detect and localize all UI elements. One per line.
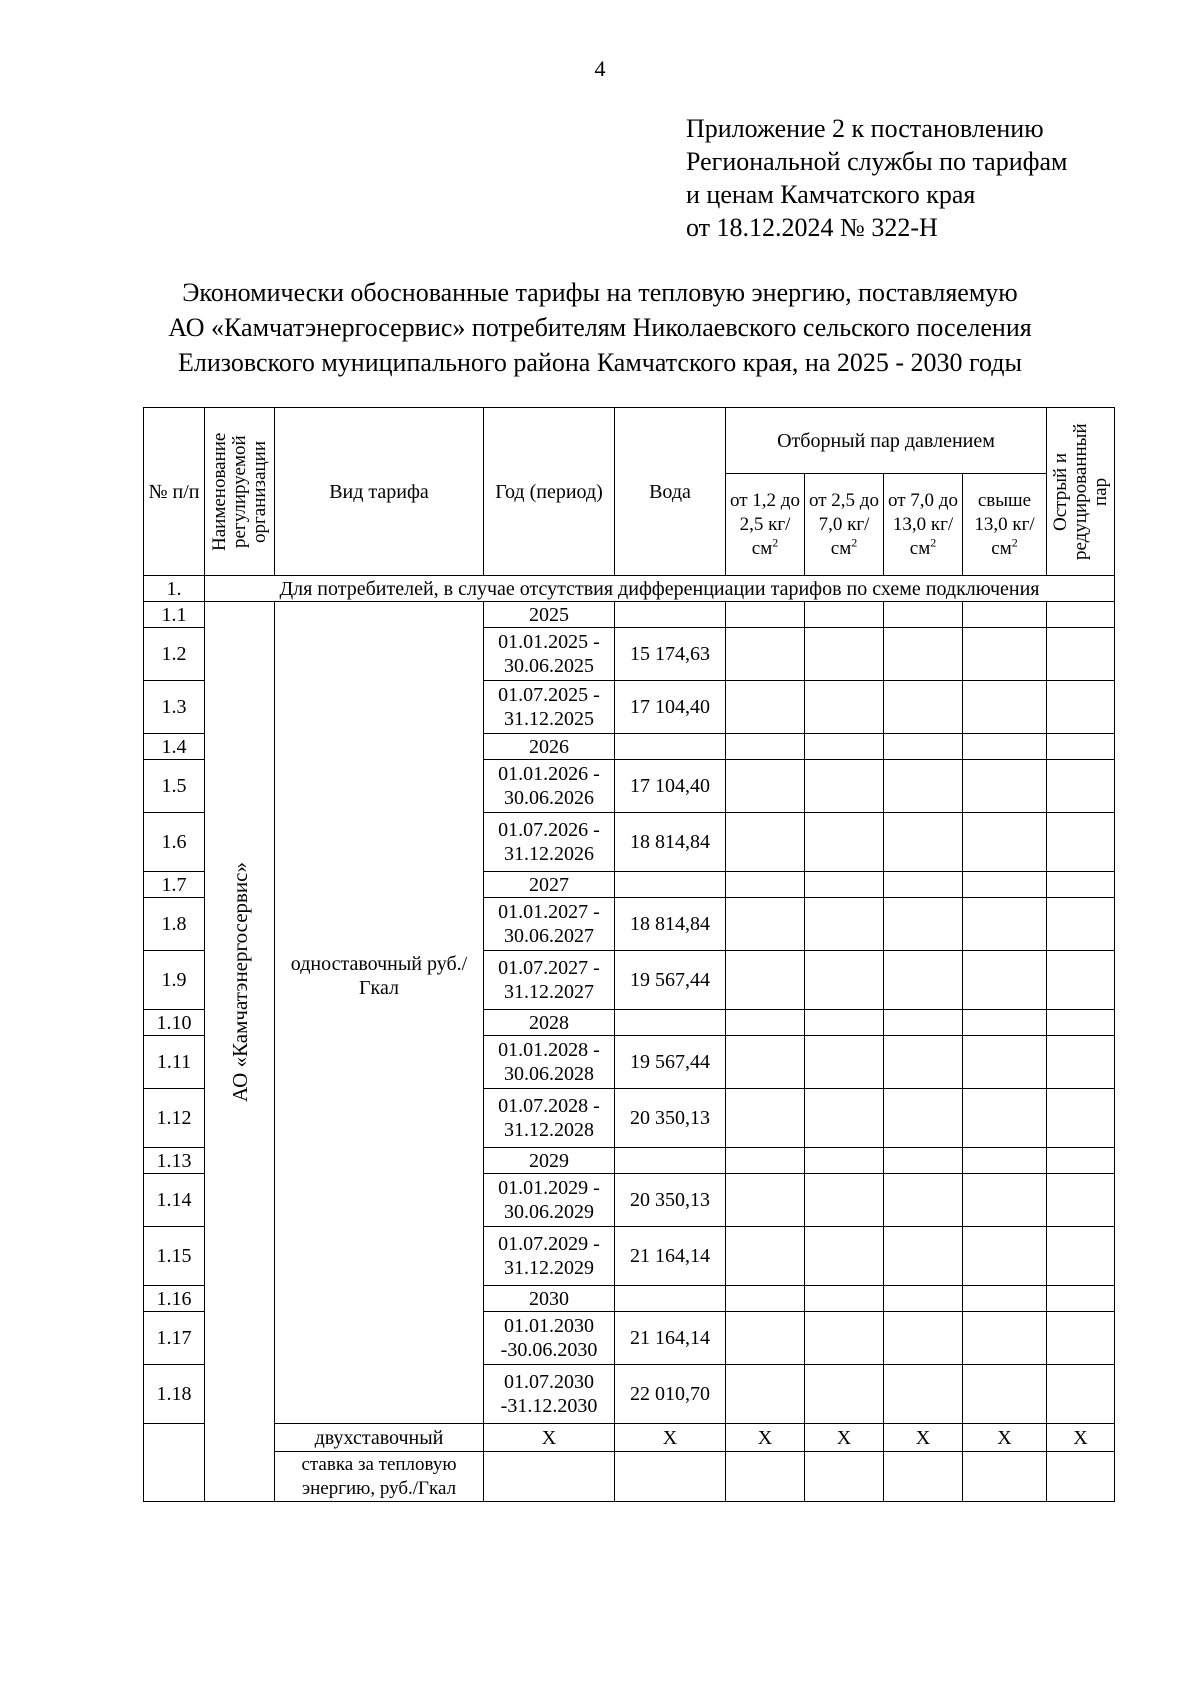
x-mark: Х — [963, 1424, 1047, 1452]
empty-cell — [884, 681, 963, 734]
row-period: 01.01.2028 - 30.06.2028 — [484, 1036, 615, 1089]
two-rate-label: двухставочный — [275, 1424, 484, 1452]
appendix-line: Приложение 2 к постановлению — [686, 114, 1044, 143]
header-steam-group: Отборный пар давлением — [726, 408, 1047, 474]
row-water: 19 567,44 — [615, 1036, 726, 1089]
row-num: 1.5 — [144, 760, 205, 813]
header-sharp-steam: Острый и редуцированный пар — [1047, 408, 1115, 576]
empty-cell — [726, 898, 805, 951]
tariffs-table — [143, 407, 1115, 1502]
empty-cell — [726, 1365, 805, 1424]
row-num: 1.14 — [144, 1174, 205, 1227]
empty-cell — [144, 1424, 205, 1502]
row-period: 2027 — [484, 872, 615, 898]
empty-cell — [963, 734, 1047, 760]
section-title: Для потребителей, в случае отсутствия дифференциации тарифов по схеме подключения — [205, 576, 1115, 602]
row-water: 18 814,84 — [615, 898, 726, 951]
section-row — [144, 576, 1115, 602]
empty-cell — [884, 760, 963, 813]
row-num: 1.4 — [144, 734, 205, 760]
empty-cell — [805, 1010, 884, 1036]
empty-cell — [963, 1312, 1047, 1365]
row-num: 1.11 — [144, 1036, 205, 1089]
empty-cell — [805, 872, 884, 898]
empty-cell — [884, 813, 963, 872]
appendix-line: и ценам Камчатского края — [686, 180, 976, 209]
row-water: 21 164,14 — [615, 1312, 726, 1365]
row-period: 01.01.2030 -30.06.2030 — [484, 1312, 615, 1365]
row-water: 20 350,13 — [615, 1089, 726, 1148]
row-period: 2028 — [484, 1010, 615, 1036]
empty-cell — [884, 1365, 963, 1424]
row-period: 01.07.2030 -31.12.2030 — [484, 1365, 615, 1424]
empty-cell — [805, 951, 884, 1010]
empty-cell — [726, 951, 805, 1010]
empty-cell — [726, 1312, 805, 1365]
empty-cell — [1047, 1036, 1115, 1089]
row-water: 19 567,44 — [615, 951, 726, 1010]
empty-cell — [963, 760, 1047, 813]
empty-cell — [884, 628, 963, 681]
empty-cell — [963, 872, 1047, 898]
empty-cell — [963, 1452, 1047, 1502]
empty-cell — [884, 1227, 963, 1286]
empty-cell — [963, 1036, 1047, 1089]
empty-cell — [1047, 1365, 1115, 1424]
header-steam-2: от 2,5 до 7,0 $кг/см^2$ — [805, 474, 884, 576]
row-num: 1.7 — [144, 872, 205, 898]
empty-cell — [805, 1227, 884, 1286]
row-period: 2029 — [484, 1148, 615, 1174]
row-period: 01.01.2029 - 30.06.2029 — [484, 1174, 615, 1227]
empty-cell — [963, 1365, 1047, 1424]
row-num: 1.6 — [144, 813, 205, 872]
empty-cell — [884, 951, 963, 1010]
empty-cell — [884, 1148, 963, 1174]
heat-rate-label: ставка за тепловую энергию, руб./Гкал — [275, 1452, 484, 1502]
appendix-line: Региональной службы по тарифам — [686, 147, 1068, 176]
row-water: 18 814,84 — [615, 813, 726, 872]
empty-cell — [805, 1089, 884, 1148]
empty-cell — [726, 602, 805, 628]
empty-cell — [726, 813, 805, 872]
empty-cell — [1047, 1312, 1115, 1365]
row-water: 21 164,14 — [615, 1227, 726, 1286]
empty-cell — [805, 1036, 884, 1089]
empty-cell — [1047, 681, 1115, 734]
row-num: 1.1 — [144, 602, 205, 628]
header-num: № п/п — [144, 408, 205, 576]
empty-cell — [726, 1452, 805, 1502]
empty-cell — [1047, 898, 1115, 951]
row-num: 1.15 — [144, 1227, 205, 1286]
empty-cell — [726, 872, 805, 898]
empty-cell — [726, 1174, 805, 1227]
row-water: 22 010,70 — [615, 1365, 726, 1424]
empty-cell — [805, 734, 884, 760]
empty-cell — [1047, 1010, 1115, 1036]
empty-cell — [963, 1089, 1047, 1148]
header-steam-4: свыше 13,0 $кг/см^2$ — [963, 474, 1047, 576]
empty-cell — [963, 951, 1047, 1010]
empty-cell — [963, 1148, 1047, 1174]
header-year: Год (период) — [484, 408, 615, 576]
header-steam-1: от 1,2 до 2,5 $кг/см^2$ — [726, 474, 805, 576]
table-row — [144, 602, 1115, 628]
row-water — [615, 602, 726, 628]
row-num: 1.18 — [144, 1365, 205, 1424]
row-period: 01.01.2025 - 30.06.2025 — [484, 628, 615, 681]
header-tariff-type: Вид тарифа — [275, 408, 484, 576]
appendix-line: от 18.12.2024 № 322-Н — [686, 213, 938, 242]
empty-cell — [884, 898, 963, 951]
empty-cell — [884, 1286, 963, 1312]
empty-cell — [805, 1312, 884, 1365]
empty-cell — [726, 1010, 805, 1036]
row-period: 01.01.2026 - 30.06.2026 — [484, 760, 615, 813]
row-water: 20 350,13 — [615, 1174, 726, 1227]
empty-cell — [726, 760, 805, 813]
empty-cell — [884, 1452, 963, 1502]
row-water — [615, 872, 726, 898]
empty-cell — [1047, 813, 1115, 872]
empty-cell — [805, 1365, 884, 1424]
x-mark: Х — [726, 1424, 805, 1452]
empty-cell — [1047, 602, 1115, 628]
header-water: Вода — [615, 408, 726, 576]
row-water: 17 104,40 — [615, 760, 726, 813]
row-period: 2026 — [484, 734, 615, 760]
empty-cell — [1047, 1452, 1115, 1502]
heat-rate-row — [144, 1452, 1115, 1502]
section-num: 1. — [144, 576, 205, 602]
x-mark: Х — [484, 1424, 615, 1452]
title-line: АО «Камчатэнергосервис» потребителям Николаевского сельского поселения — [168, 313, 1032, 342]
row-period: 01.07.2025 - 31.12.2025 — [484, 681, 615, 734]
row-water: 17 104,40 — [615, 681, 726, 734]
row-num: 1.10 — [144, 1010, 205, 1036]
row-num: 1.2 — [144, 628, 205, 681]
title-line: Елизовского муниципального района Камчатского края, на 2025 - 2030 годы — [177, 348, 1023, 377]
empty-cell — [805, 760, 884, 813]
empty-cell — [726, 1036, 805, 1089]
empty-cell — [726, 734, 805, 760]
empty-cell — [884, 1089, 963, 1148]
empty-cell — [1047, 760, 1115, 813]
empty-cell — [963, 1010, 1047, 1036]
empty-cell — [963, 813, 1047, 872]
empty-cell — [805, 1148, 884, 1174]
empty-cell — [884, 1174, 963, 1227]
empty-cell — [1047, 628, 1115, 681]
empty-cell — [805, 813, 884, 872]
row-water — [615, 1010, 726, 1036]
two-rate-row — [144, 1424, 1115, 1452]
row-water — [615, 734, 726, 760]
row-num: 1.8 — [144, 898, 205, 951]
empty-cell — [805, 898, 884, 951]
row-period: 01.07.2027 - 31.12.2027 — [484, 951, 615, 1010]
empty-cell — [805, 602, 884, 628]
empty-cell — [963, 898, 1047, 951]
empty-cell — [805, 1174, 884, 1227]
row-period: 2025 — [484, 602, 615, 628]
row-num: 1.9 — [144, 951, 205, 1010]
row-period: 01.07.2029 - 31.12.2029 — [484, 1227, 615, 1286]
empty-cell — [726, 681, 805, 734]
empty-cell — [1047, 1227, 1115, 1286]
row-period: 2030 — [484, 1286, 615, 1312]
empty-cell — [726, 1089, 805, 1148]
empty-cell — [1047, 1089, 1115, 1148]
org-name-cell: АО «Камчатэнергосервис» — [205, 602, 275, 1502]
empty-cell — [484, 1452, 615, 1502]
empty-cell — [963, 602, 1047, 628]
empty-cell — [884, 734, 963, 760]
row-num: 1.3 — [144, 681, 205, 734]
row-num: 1.12 — [144, 1089, 205, 1148]
empty-cell — [884, 872, 963, 898]
empty-cell — [1047, 872, 1115, 898]
header-row — [144, 408, 1115, 474]
empty-cell — [1047, 1174, 1115, 1227]
empty-cell — [884, 1036, 963, 1089]
header-org: Наименование регулируемой организации — [205, 408, 275, 576]
title-line: Экономически обоснованные тарифы на тепловую энергию, поставляемую — [182, 278, 1018, 307]
empty-cell — [1047, 734, 1115, 760]
empty-cell — [805, 1452, 884, 1502]
empty-cell — [1047, 1286, 1115, 1312]
row-num: 1.16 — [144, 1286, 205, 1312]
empty-cell — [963, 1286, 1047, 1312]
empty-cell — [963, 1227, 1047, 1286]
empty-cell — [1047, 951, 1115, 1010]
row-period: 01.07.2026 - 31.12.2026 — [484, 813, 615, 872]
empty-cell — [805, 1286, 884, 1312]
single-rate-cell: одноставочный руб./Гкал — [275, 602, 484, 1424]
empty-cell — [963, 681, 1047, 734]
empty-cell — [726, 1148, 805, 1174]
x-mark: Х — [615, 1424, 726, 1452]
empty-cell — [726, 1286, 805, 1312]
x-mark: Х — [805, 1424, 884, 1452]
empty-cell — [963, 1174, 1047, 1227]
row-num: 1.17 — [144, 1312, 205, 1365]
empty-cell — [884, 602, 963, 628]
empty-cell — [884, 1010, 963, 1036]
row-water — [615, 1148, 726, 1174]
empty-cell — [726, 628, 805, 681]
appendix-block — [686, 112, 1067, 244]
row-water: 15 174,63 — [615, 628, 726, 681]
row-num: 1.13 — [144, 1148, 205, 1174]
empty-cell — [726, 1227, 805, 1286]
document-title — [100, 275, 1100, 380]
empty-cell — [615, 1452, 726, 1502]
row-period: 01.07.2028 - 31.12.2028 — [484, 1089, 615, 1148]
empty-cell — [805, 681, 884, 734]
page-number: 4 — [594, 56, 606, 81]
empty-cell — [884, 1312, 963, 1365]
empty-cell — [963, 628, 1047, 681]
row-water — [615, 1286, 726, 1312]
x-mark: Х — [1047, 1424, 1115, 1452]
row-period: 01.01.2027 - 30.06.2027 — [484, 898, 615, 951]
empty-cell — [1047, 1148, 1115, 1174]
x-mark: Х — [884, 1424, 963, 1452]
empty-cell — [805, 628, 884, 681]
header-steam-3: от 7,0 до 13,0 $кг/см^2$ — [884, 474, 963, 576]
